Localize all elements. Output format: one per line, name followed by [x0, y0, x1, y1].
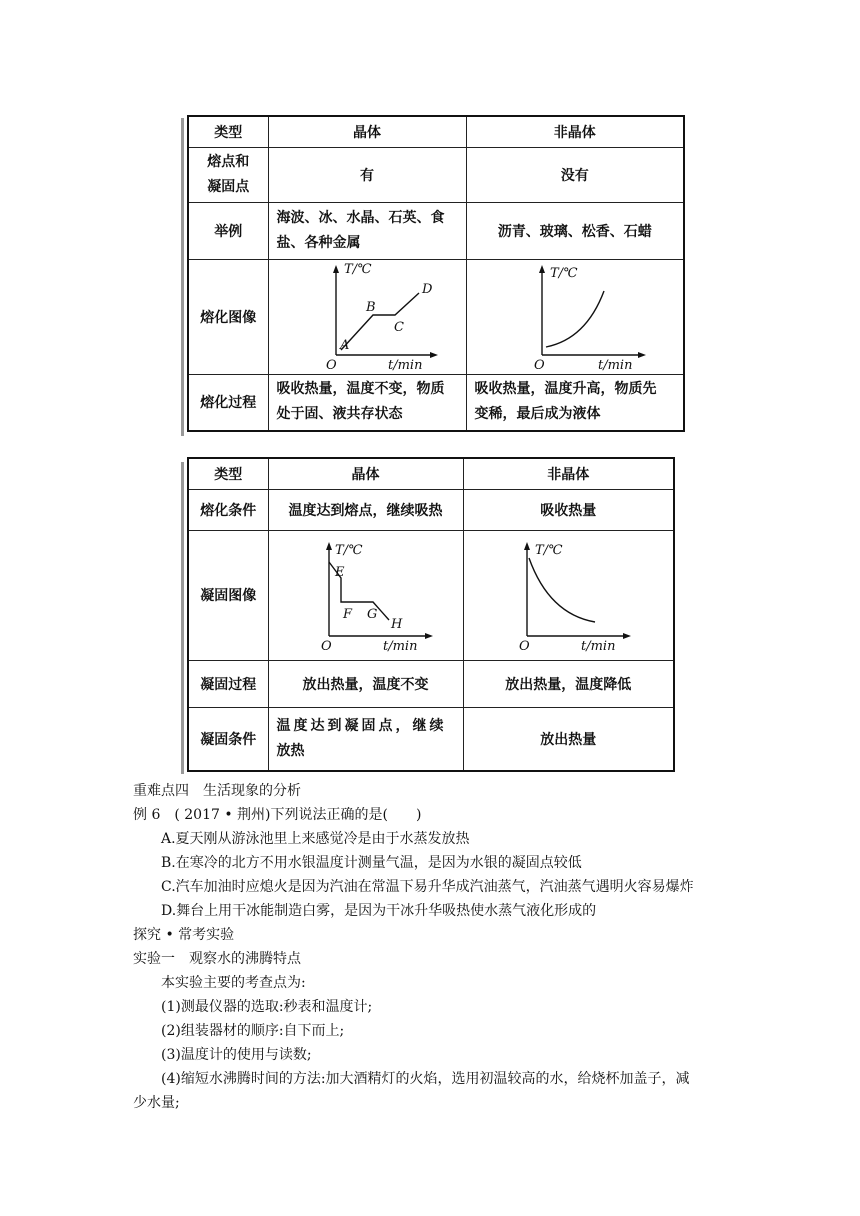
- list-item: (3)温度计的使用与读数;: [161, 1047, 312, 1063]
- header-amorphous: 非晶体: [466, 116, 684, 147]
- table-header-row: [188, 116, 684, 147]
- y-axis-label: T/℃: [344, 262, 372, 277]
- example-question: 例 6 ( 2017 • 荆州)下列说法正确的是( ): [133, 807, 422, 823]
- table-cell: 沥青、玻璃、松香、石蜡: [466, 202, 684, 259]
- body-text: [133, 779, 743, 1115]
- origin-label: O: [320, 639, 332, 654]
- point-label: D: [422, 281, 433, 297]
- table-cell: 放出热量，温度降低: [463, 660, 674, 707]
- x-axis-label: t/min: [388, 357, 423, 371]
- header-crystal: 晶体: [268, 458, 463, 489]
- origin-label: O: [326, 357, 337, 371]
- x-axis-label: t/min: [382, 639, 417, 654]
- y-axis-label: T/℃: [535, 543, 563, 558]
- explore-title: 探究 • 常考实验: [133, 927, 235, 943]
- row-label: 凝固过程: [188, 660, 268, 707]
- row-label: 熔化条件: [188, 489, 268, 530]
- option-d: D.舞台上用干冰能制造白雾，是因为干冰升华吸热使水蒸气液化形成的: [161, 903, 597, 919]
- table-row: [188, 660, 674, 707]
- table-cell: 吸收热量，温度不变，物质 处于固、液共存状态: [268, 374, 466, 431]
- table-row: [188, 259, 684, 374]
- table-cell: [466, 259, 684, 374]
- header-crystal: 晶体: [268, 116, 466, 147]
- option-b: B.在寒冷的北方不用水银温度计测量气温，是因为水银的凝固点较低: [161, 855, 582, 871]
- origin-label: O: [533, 357, 545, 371]
- list-item: (1)测最仪器的选取:秒表和温度计;: [161, 999, 373, 1015]
- table-cell: [268, 530, 463, 660]
- table-shadow: [181, 118, 184, 436]
- table-cell: 温度达到熔点，继续吸热: [268, 489, 463, 530]
- point-label: F: [342, 607, 352, 622]
- row-label: 凝固条件: [188, 707, 268, 771]
- option-c: C.汽车加油时应熄火是因为汽油在常温下易升华成汽油蒸气，汽油蒸气遇明火容易爆炸: [161, 879, 694, 895]
- amorphous-solidification-graph: [493, 536, 643, 654]
- table-row: [188, 707, 674, 771]
- table-header-row: [188, 458, 674, 489]
- table-cell: 吸收热量: [463, 489, 674, 530]
- table-row: [188, 374, 684, 431]
- header-type: 类型: [188, 116, 268, 147]
- row-label: 凝固图像: [188, 530, 268, 660]
- table-cell: 放出热量，温度不变: [268, 660, 463, 707]
- list-item: (2)组装器材的顺序:自下而上;: [161, 1023, 345, 1039]
- intro-text: 本实验主要的考查点为:: [161, 975, 306, 991]
- experiment-title: 实验一 观察水的沸腾特点: [133, 951, 301, 967]
- option-a: A.夏天刚从游泳池里上来感觉冷是由于水蒸发放热: [161, 831, 470, 847]
- table-cell: [463, 530, 674, 660]
- row-label: 举例: [188, 202, 268, 259]
- y-axis-label: T/℃: [549, 265, 578, 281]
- y-axis-label: T/℃: [334, 543, 363, 558]
- table-cell: 吸收热量，温度升高，物质先 变稀，最后成为液体: [466, 374, 684, 431]
- table-cell: 温度达到凝固点，继续 放热: [268, 707, 463, 771]
- list-item-continuation: 少水量;: [133, 1095, 180, 1111]
- header-amorphous: 非晶体: [463, 458, 674, 489]
- section-title: 重难点四 生活现象的分析: [133, 783, 301, 799]
- point-label: H: [390, 617, 402, 632]
- table-cell: 海波、冰、水晶、石英、食 盐、各种金属: [268, 202, 466, 259]
- amorphous-melting-graph: [500, 263, 650, 371]
- table-cell: 没有: [466, 147, 684, 202]
- table-row: [188, 489, 674, 530]
- solidification-comparison-table: [187, 457, 675, 772]
- table-cell: [268, 259, 466, 374]
- table-row: [188, 147, 684, 202]
- row-label: 熔点和 凝固点: [188, 147, 268, 202]
- x-axis-label: t/min: [581, 639, 616, 654]
- list-item: (4)缩短水沸腾时间的方法:加大酒精灯的火焰，选用初温较高的水，给烧杯加盖子，减: [161, 1071, 690, 1087]
- header-type: 类型: [188, 458, 268, 489]
- crystal-solidification-graph: [291, 536, 441, 654]
- table-shadow: [181, 462, 184, 774]
- crystal-melting-graph: [292, 263, 442, 371]
- point-label: G: [366, 607, 377, 622]
- point-label: A: [340, 337, 350, 353]
- origin-label: O: [519, 639, 530, 654]
- point-label: C: [394, 319, 404, 335]
- table-cell: 放出热量: [463, 707, 674, 771]
- point-label: B: [366, 299, 376, 315]
- table-cell: 有: [268, 147, 466, 202]
- row-label: 熔化过程: [188, 374, 268, 431]
- table-row: [188, 202, 684, 259]
- row-label: 熔化图像: [188, 259, 268, 374]
- table-row: [188, 530, 674, 660]
- point-label: E: [334, 565, 344, 580]
- x-axis-label: t/min: [597, 357, 633, 371]
- melting-comparison-table: [187, 115, 685, 432]
